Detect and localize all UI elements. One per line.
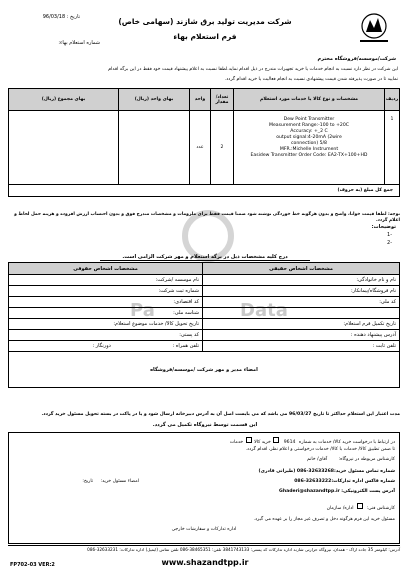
bidder-table xyxy=(8,262,400,388)
economic-code-field[interactable]: کد اقتصادی: xyxy=(9,297,203,308)
request-text xyxy=(13,437,395,445)
delivery-date-field[interactable]: تاریخ تحویل کالا/ خدمات موضوع استعلام: xyxy=(9,319,203,330)
sum-row xyxy=(9,185,400,197)
company-name-field[interactable]: نام موسسه /شرکت: xyxy=(9,275,203,286)
row-total[interactable] xyxy=(9,111,119,185)
national-id-field[interactable]: شناسه ملی: xyxy=(9,308,203,319)
deadline-line-2: این قسمت توسط نیروگاه تکمیل می گردد. xyxy=(152,422,258,428)
manager-row xyxy=(19,479,139,484)
unit-text: تا ضمن تطبیق کالا/ خدمات با کالا/ خدمات درخواستی و اعلام نظر، اقدام گردد. xyxy=(245,447,395,452)
description-1[interactable]: -1 xyxy=(387,232,392,238)
natural-person-header: مشخصات اشخاص حقیقی xyxy=(203,263,400,275)
dept-checkbox-label: اداره/ سازمان xyxy=(326,506,354,511)
salutation: شرکت/موسسه/فروشگاه محترم xyxy=(317,56,396,62)
row-qty: 2 xyxy=(211,111,234,185)
spec-line: Dew Point Transmitter xyxy=(283,117,335,122)
manager-date-label: تاریخ: xyxy=(82,479,94,484)
service-checkbox-label: خدمات xyxy=(229,440,244,445)
row-number: 1 xyxy=(385,111,400,185)
website-link[interactable]: www.shazandtpp.ir xyxy=(161,558,249,567)
reply-row xyxy=(13,503,395,511)
name-field[interactable]: نام و نام خانوادگی: xyxy=(203,275,400,286)
purchase-checkbox-label: خرید کالا xyxy=(254,440,271,445)
signature-box[interactable]: امضاء مدیر و مهر شرکت /موسسه/فروشگاه xyxy=(9,352,400,388)
date xyxy=(10,14,80,20)
national-code-field[interactable]: کد ملی: xyxy=(203,297,400,308)
spec-line: Accuracy: +_2 C xyxy=(290,128,328,134)
shop-field[interactable]: نام فروشگاه/پیمانکار: xyxy=(203,286,400,297)
registration-field[interactable]: شماره ثبت شرکت: xyxy=(9,286,203,297)
phone-line: شماره تماس مسئول خرید:32633268-086 (طیرانی قادری) xyxy=(258,469,395,474)
row-spec xyxy=(234,111,385,185)
buyer-name[interactable]: آقای/ خانم xyxy=(307,457,328,462)
col-qty-header: تعداد/ مقدار xyxy=(211,89,234,111)
description-label: توضیحات: xyxy=(371,224,396,230)
email-label: آدرس پست الکترونیکی: xyxy=(341,489,395,494)
intro-line-1: این شرکت در نظر دارد نسبت به انجام خدمات یا خرید تجهیزات مندرج در ذیل اقدام نماید.لطفا نسبت به اعلام پیشنهاد قیمت خود فقط در این برگه اقدام xyxy=(108,67,398,72)
contact-label: کارشناس مربوطه در نیروگاه: xyxy=(338,457,395,462)
table-row xyxy=(9,111,400,185)
service-checkbox[interactable] xyxy=(246,437,252,443)
spec-line: Measurement Range:-100 to +20C xyxy=(269,122,349,128)
watermark-text-2: Data xyxy=(240,300,288,321)
col-unit-price-header: بهای واحد (ریال) xyxy=(119,89,190,111)
inquiry-number-label: شماره استعلام بهاء: xyxy=(58,40,100,46)
power-plant-logo-icon xyxy=(352,10,396,46)
mobile-fax-cell xyxy=(9,341,203,352)
row-unit: عدد xyxy=(190,111,211,185)
spec-line: Easidew Transmitter Order Code: EA2-TX+100+HD xyxy=(250,152,368,158)
spec-line: connection) 5/8 xyxy=(291,140,327,146)
row-unit-price[interactable] xyxy=(119,111,190,185)
price-note: توجه: لطفا قیمت خوانا، واضح و بدون هرگونه خط خوردگی نوشته شود ضمنا قیمت فقط برای ملزومات و مشخصات مندرج فوق و بدون احتساب ارزش افزوده و هزینه حمل لحاظ و اعلام گردد. xyxy=(14,212,400,223)
spec-line: MFR.:Michelle Instrument xyxy=(279,146,339,152)
purchase-request-value: 9614 xyxy=(283,440,296,445)
legal-person-header: مشخصات اشخاص حقوقی xyxy=(9,263,203,275)
reply-label: کارشناس فنی: xyxy=(366,506,395,511)
internal-section xyxy=(8,432,400,544)
table-header-row xyxy=(9,89,400,111)
request-text-label: در ارتباط با درخواست خرید کالا/ خدمات به شماره xyxy=(298,440,395,445)
items-table xyxy=(8,88,400,197)
manager-label: امضاء مسئول خرید: xyxy=(100,479,139,484)
date-value: 96/03/18 xyxy=(42,14,66,20)
email-value[interactable]: Ghaderi@shazandtpp.ir xyxy=(279,489,340,494)
contact-row xyxy=(13,457,395,462)
col-unit-header: واحد xyxy=(190,89,211,111)
dept-checkbox[interactable] xyxy=(357,503,363,509)
intro-line-2: نمایید تا در صورت پذیرفته شدن قیمت پیشنهادی نسبت به انجام فعالیت یا خرید اقدام گردد. xyxy=(224,77,398,82)
col-row-header: ردیف xyxy=(385,89,400,111)
footer-address: آدرس: کیلومتر 35 جاده اراک - همدان، نیروگاه حرارتی شازند اداره تدارکات کد پستی: 3841743133 تلفن: 38465351-086 تلفن تماس (ایمیل) اداره تدارکات: 32633231-086 xyxy=(8,545,400,552)
form-code: FP702-03 VER:2 xyxy=(10,562,55,568)
form-title: فرم استعلام بهاء xyxy=(173,32,237,41)
fill-date-field[interactable]: تاریخ تکمیل فرم استعلام: xyxy=(203,319,400,330)
spec-line: output signal:4-20mA (2wire xyxy=(276,134,342,140)
sum-label[interactable]: جمع کل مبلغ (به حروف) xyxy=(9,185,400,197)
fax-line: شماره فاکس اداره تدارکات:32633222-086 xyxy=(294,479,395,484)
phone-field[interactable]: تلفن ثابت : xyxy=(203,341,400,352)
date-label: تاریخ : xyxy=(66,14,80,20)
company-name: شرکت مدیریت تولید برق شازند (سهامی خاص) xyxy=(118,17,292,26)
address-field[interactable]: آدرس پیشنهاد دهنده : xyxy=(203,330,400,341)
mobile-field[interactable]: تلفن همراه : xyxy=(172,343,199,349)
purchase-checkbox[interactable] xyxy=(273,437,279,443)
email-row xyxy=(145,489,395,494)
department-name: اداره تدارکات و سفارشات خارجی xyxy=(171,527,237,532)
fax-field[interactable]: دورنگار : xyxy=(92,343,111,349)
watermark-text-1: Pa xyxy=(130,300,155,321)
bidder-banner: درج کلیه مشخصات ذیل در برگه استعلام و مهر شرکت الزامی است. xyxy=(100,254,310,261)
col-total-header: بهای مجموع (ریال) xyxy=(9,89,119,111)
deadline-line-1: مدت اعتبار این استعلام حداکثر تا تاریخ 96/03/27 می باشد که می بایست اصل آن به آدرس دبیرخانه ارسال شود و یا در پاکت در بسته تحویل مسئول خرید گردد. xyxy=(41,412,400,417)
description-2[interactable]: -2 xyxy=(387,240,392,246)
col-spec-header: مشخصات و نوع کالا یا خدمات مورد استعلام xyxy=(234,89,385,111)
footer-note: مسئول خرید این فرم هرگونه دخل و تصرف غیر مجاز را بر عهده می گیرد. xyxy=(253,517,395,522)
postal-code-field[interactable]: کد پستی: xyxy=(9,330,203,341)
